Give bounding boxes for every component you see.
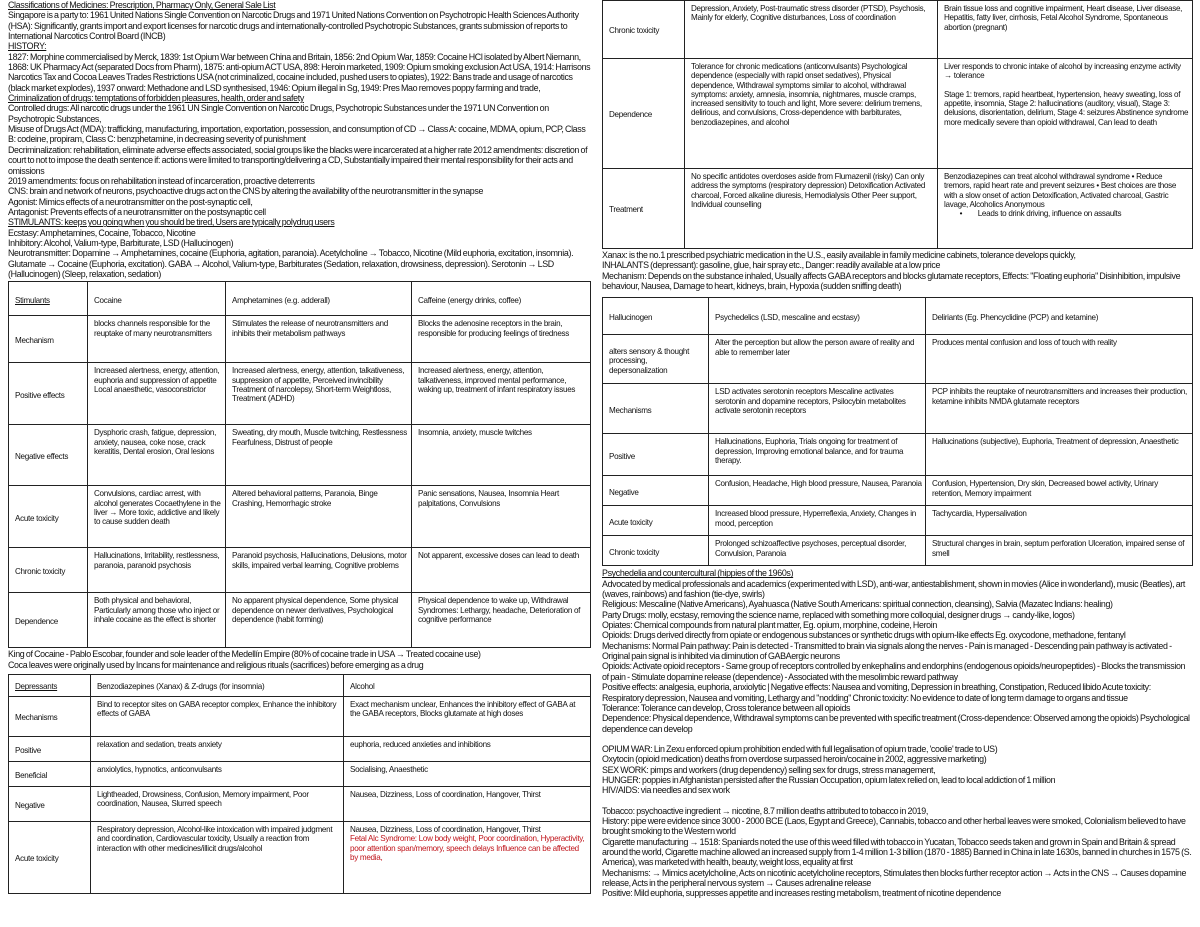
note-line: Neurotransmitter: Dopamine → Amphetamines, cocaine (Euphoria, agitation, paranoia). Acetylcholine → Tobacco, Nicotine (Mild euphoria, excitation, insomnia). Glutamate → Cocaine (Euphoria, excitation). GABA → Alcohol, Valium-type, Barbiturates (Sedation, relaxation, drowsiness, depression). Serotonin → LSD (Hallucinogen) (Sleep, relaxation, sedation) [8, 248, 575, 279]
row-label-cell: Positive effects [9, 363, 88, 425]
note-line: Mechanism: Depends on the substance inhaled, Usually affects GABA receptors and blocks glutamate receptors, Effects: "Floating euphoria" Disinhibition, impulsive behaviour, Nausea, Damage to heart, kidneys, brain, Hypoxia (sudden sniffing death) [602, 270, 1182, 292]
note-line: Criminalization of drugs: temptations of forbidden pleasures, health, order and safety [8, 93, 304, 104]
table-cell: Tachycardia, Hypersalivation [926, 506, 1193, 536]
row-label-cell: Treatment [603, 169, 685, 249]
table-cell: Socialising, Anaesthetic [344, 761, 591, 786]
table-cell: Nausea, Dizziness, Loss of coordination, Hangover, Thirst [344, 786, 591, 821]
table-cell: Blocks the adenosine receptors in the brain, responsible for producing feelings of tiredness [412, 316, 591, 363]
note-line: Classifications of Medicines: Prescription, Pharmacy Only, General Sale List [8, 0, 276, 10]
row-label-cell: Mechanisms [9, 696, 91, 736]
table-cell: No apparent physical dependence, Some physical dependence on newer derivatives, Psychological dependence (habit forming) [226, 593, 412, 648]
table-cell: blocks channels responsible for the reuptake of many neurotransmitters [88, 316, 226, 363]
table-cell: relaxation and sedation, treats anxiety [91, 736, 344, 761]
table-cell: Tolerance for chronic medications (anticonvulsants) Psychological dependence (especially with rapid onset sedatives), Physical dependence, Withdrawal symptoms similar to alcohol, withdrawal symptoms: anxiety, amnesia, insomnia, nightmares, muscle cramps, increased sensitivity to touch and light, More severe: delirium tremens, delirious, and convulsions, Cross-dependence with barbiturates, benzodiazepines, and alcohol [685, 59, 938, 169]
table-cell: PCP inhibits the reuptake of neurotransmitters and increases their production, ketamine inhibits NMDA glutamate receptors [926, 384, 1193, 434]
note-line: INHALANTS (depressant): gasoline, glue, hair spray etc., Danger: readily available at a low price [602, 260, 941, 271]
table-cell: euphoria, reduced anxieties and inhibitions [344, 736, 591, 761]
note-line: Mechanisms: → Mimics acetylcholine, Acts on nicotinic acetylcholine receptors, Stimulates then blocks further receptor action → Acts in the CNS → Causes dopamine release, Acts in the peripheral nervous system → Causes adrenaline release [602, 867, 1188, 888]
table-row [603, 476, 1193, 506]
table-cell: Hallucinations (subjective), Euphoria, Treatment of depression, Anaesthetic [926, 434, 1193, 476]
table-header-cell: Amphetamines (e.g. adderall) [226, 282, 412, 316]
table-cell: LSD activates serotonin receptors Mescaline activates serotonin and dopamine receptors, Psilocybin metabolites activate serotonin receptors [709, 384, 926, 434]
row-label-cell: Chronic toxicity [9, 548, 88, 593]
table-cell: Increased alertness, energy, attention, talkativeness, improved mental performance, waking up, treatment of infant respiratory issues [412, 363, 591, 425]
fetal-alcohol-note: Fetal Alc Syndrome: Low body weight, Poor coordination, Hyperactivity, poor attention span/memory, speech delays Influence can be affected by media, [350, 834, 587, 862]
note-line: Psychedelia and countercultural (hippies of the 1960s) [602, 568, 794, 579]
note-line: Opioids: Drugs derived directly from opiate or endogenous substances or synthetic drugs with opium-like effects Eg. oxycodone, methadone, fentanyl [602, 630, 1126, 641]
note-line: Ecstasy: Amphetamines, Cocaine, Tobacco, Nicotine [8, 227, 196, 238]
note-line: HIV/AIDS: via needles and sex work [602, 785, 730, 796]
row-label-cell: Dependence [603, 59, 685, 169]
table-header-cell: Depressants [9, 674, 91, 696]
note-line: Religious: Mescaline (Native Americans), Ayahuasca (Native South Americans: spiritual connection, cleansing), Salvia (Mazatec Indians: healing) [602, 599, 1113, 610]
note-line: Agonist: Mimics effects of a neurotransmitter on the post-synaptic cell, [8, 196, 253, 207]
table-cell: Liver responds to chronic intake of alcohol by increasing enzyme activity → tolerance Stage 1: tremors, rapid heartbeat, hypertension, heavy sweating, loss of appetite, insomnia, Stage 2: hallucinations (auditory, visual), Stage 3: delusions, disorientation, delirium, Stage 4: seizures Abstinence syndrome more medically severe than opioid withdrawal, Can lead to death [938, 59, 1193, 169]
table-row [603, 506, 1193, 536]
table-row [603, 59, 1193, 169]
intro-notes [8, 0, 592, 279]
row-label-cell: Dependence [9, 593, 88, 648]
table-cell: Produces mental confusion and loss of touch with reality [926, 335, 1193, 384]
note-line: History: pipe were evidence since 3000 - 2000 BCE (Laos, Egypt and Greece), Cannabis, tobacco and other herbal leaves were smoked, Colonialism believed to have brought smoking to the Western world [602, 815, 1188, 837]
table-cell: Confusion, Hypertension, Dry skin, Decreased bowel activity, Urinary retention, Memory impairment [926, 476, 1193, 506]
stimulants-table [8, 281, 591, 648]
note-line: King of Cocaine - Pablo Escobar, founder and sole leader of the Medellín Empire (80% of cocaine trade in USA → Treated cocaine use) [8, 649, 481, 660]
note-line: Advocated by medical professionals and academics (experimented with LSD), anti-war, antiestablishment, shown in movies (Alice in wonderland), music (Beatles), art (waves, rainbows) and fashion (tie-dye, swirls) [602, 578, 1187, 600]
depressants-table [8, 674, 591, 894]
note-line: Positive: Mild euphoria, suppresses appetite and increases resting metabolism, treatment of nicotine dependence [602, 888, 1001, 899]
note-line: OPIUM WAR: Lin Zexu enforced opium prohibition ended with full legalisation of opium trade, 'coolie' trade to US) [602, 743, 998, 754]
table-row [9, 696, 591, 736]
table-cell: Prolonged schizoaffective psychoses, perceptual disorder, Convulsion, Paranoia [709, 536, 926, 566]
note-line: 2019 amendments: focus on rehabilitation instead of incarceration, proactive deterrents [8, 175, 315, 186]
row-label-cell: Positive [603, 434, 709, 476]
table-cell: Not apparent, excessive doses can lead to death [412, 548, 591, 593]
table-cell: Convulsions, cardiac arrest, with alcohol generates Cocaethylene in the liver → More toxic, addictive and likely to cause sudden death [88, 486, 226, 548]
table-cell: Hallucinations, Irritability, restlessness, paranoia, paranoid psychosis [88, 548, 226, 593]
table-row [603, 335, 1193, 384]
table-row [603, 169, 1193, 249]
note-line: Controlled drugs: All narcotic drugs under the 1961 UN Single Convention on Narcotic Drugs, Psychotropic Substances under the 1971 UN Convention on Psychotropic Substances, [8, 103, 551, 124]
table-cell: Sweating, dry mouth, Muscle twitching, Restlessness Fearfulness, Distrust of people [226, 425, 412, 486]
note-line: Coca leaves were originally used by Incans for maintenance and religious rituals (sacrifices) before emerging as a drug [8, 659, 424, 670]
table-cell: Brain tissue loss and cognitive impairment, Heart disease, Liver disease, Hepatitis, fatty liver, cirrhosis, Fetal Alcohol Syndrome, Spontaneous abortion (pregnant) [938, 1, 1193, 59]
hallucinogens-table [602, 297, 1193, 566]
table-row [9, 736, 591, 761]
note-line: HISTORY: [8, 41, 47, 52]
table-row [603, 384, 1193, 434]
row-label-cell: Negative [9, 786, 91, 821]
table-row [9, 316, 591, 363]
row-label-cell: Acute toxicity [603, 506, 709, 536]
note-line: STIMULANTS: keeps you going when you should be tired, Users are typically polydrug users [8, 217, 335, 228]
table-header-cell: Hallucinogen [603, 298, 709, 335]
table-row [9, 363, 591, 425]
left-column [8, 0, 592, 894]
note-line: Opiates: Chemical compounds from natural plant matter, Eg. opium, morphine, codeine, Heroin [602, 620, 937, 631]
table-header-cell: Cocaine [88, 282, 226, 316]
note-line: Decriminalization: rehabilitation, eliminate adverse effects associated, social groups like the blacks were incarcerated at a higher rate 2012 amendments: discretion of court to not to impose the death sentence if: actions were limited to transporting/delivering a CD, Substantially impaired their mental responsibility for their acts and omissions [8, 144, 589, 176]
note-line [602, 796, 1192, 806]
note-line: Misuse of Drugs Act (MDA): trafficking, manufacturing, importation, exportation, possession, and consumption of CD → Class A: cocaine, MDMA, opium, PCP, Class B: codeine, propiram, Class C: benzphetamine, in decreasing severity of punishment [8, 124, 587, 145]
table-cell: Dysphoric crash, fatigue, depression, anxiety, nausea, coke nose, crack keratitis, Dental erosion, Oral lesions [88, 425, 226, 486]
note-line: CNS: brain and network of neurons, psychoactive drugs act on the CNS by altering the availability of the neurotransmitter in the synapse [8, 186, 484, 197]
table-cell: Increased blood pressure, Hyperreflexia, Anxiety, Changes in mood, perception [709, 506, 926, 536]
note-line: Singapore is a party to: 1961 United Nations Single Convention on Narcotic Drugs and 1971 United Nations Convention on Psychotropic Health Sciences Authority (HSA): Significantly, grants import and export licenses for narcotic drugs and internationally-controlled Psychotropic Substances, grants submission of reports to International Narcotics Control Board (INCB) [8, 10, 581, 42]
table-row [9, 486, 591, 548]
row-label-cell: Acute toxicity [9, 486, 88, 548]
note-line: Tobacco: psychoactive ingredient → nicotine, 8.7 million deaths attributed to tobacco in 2019, [602, 805, 928, 816]
note-line [602, 734, 1192, 744]
table-cell: Increased alertness, energy, attention, talkativeness, suppression of appetite, Perceived invincibility Treatment of narcolepsy, Short-term Weightloss, Treatment (ADHD) [226, 363, 412, 425]
table-row [9, 786, 591, 821]
row-label-cell: Acute toxicity [9, 821, 91, 893]
note-line: Opioids: Activate opioid receptors - Same group of receptors controlled by enkephalins and endorphins (endogenous opioids/neuropeptides) - Blocks the transmission of pain - Stimulate dopamine release (dependence) - Associated with the mesolimbic reward pathway [602, 661, 1187, 682]
table-cell: No specific antidotes overdoses aside from Flumazenil (risky) Can only address the symptoms (respiratory depression) Detoxification Activated charcoal, Forced alkaline diuresis, Hemodialysis Other Peer support, Individual counselling [685, 169, 938, 249]
table-cell: Insomnia, anxiety, muscle twitches [412, 425, 591, 486]
note-line: Party Drugs: molly, ecstasy, removing the science name, replaced with something more colloquial, designer drugs → candy-like, logos) [602, 609, 1075, 620]
row-label-cell: alters sensory & thought processing, depersonalization [603, 335, 709, 384]
table-cell: Lightheaded, Drowsiness, Confusion, Memory impairment, Poor coordination, Nausea, Slurred speech [91, 786, 344, 821]
table-cell: Physical dependence to wake up, Withdrawal Syndromes: Lethargy, headache, Deterioration of cognitive performance [412, 593, 591, 648]
note-line: Dependence: Physical dependence, Withdrawal symptoms can be prevented with specific treatment (Cross-dependence: Observed among the opioids) Psychological dependence can develop [602, 713, 1192, 734]
right-column [602, 0, 1192, 899]
note-line: Oxytocin (opioid medication) deaths from overdose surpassed heroin/cocaine in 2002, aggressive marketing) [602, 754, 987, 765]
note-line: SEX WORK: pimps and workers (drug dependency) selling sex for drugs, stress management, [602, 764, 936, 775]
table-cell: Paranoid psychosis, Hallucinations, Delusions, motor skills, impaired verbal learning, Cognitive problems [226, 548, 412, 593]
row-label-cell: Negative [603, 476, 709, 506]
note-line: HUNGER: poppies in Afghanistan persisted after the Russian Occupation, opium latex relied on, lead to local addiction of 1 million [602, 774, 1056, 785]
row-label-cell: Mechanisms [603, 384, 709, 434]
opioid-tobacco-notes [602, 568, 1192, 898]
table-cell: Exact mechanism unclear, Enhances the inhibitory effect of GABA at the GABA receptors, Blocks glutamate at high doses [344, 696, 591, 736]
table-row [9, 548, 591, 593]
row-label-cell: Positive [9, 736, 91, 761]
row-label-cell: Negative effects [9, 425, 88, 486]
table-cell: Hallucinations, Euphoria, Trials ongoing for treatment of depression, Improving emotional balance, and for trauma therapy. [709, 434, 926, 476]
table-row [9, 761, 591, 786]
table-cell: Panic sensations, Nausea, Insomnia Heart palpitations, Convulsions [412, 486, 591, 548]
depressants-table-continued [602, 0, 1193, 249]
table-cell: Confusion, Headache, High blood pressure, Nausea, Paranoia [709, 476, 926, 506]
note-line: Cigarette manufacturing → 1518: Spaniards noted the use of this weed filled with tobacco in Yucatan, Tobacco seeds taken and grown in Spain and Britain & spread around the world, Cigarette machine allowed an increased supply from 1-4 million 1-3 billion (1870 - 1885) Banned in China in late 1630s, banned in churches in 1575 (S. America), was marketed with health, beauty, weight loss, equality at first [602, 836, 1193, 868]
row-label-cell: Beneficial [9, 761, 91, 786]
table-row [9, 425, 591, 486]
table-header-cell: Caffeine (energy drinks, coffee) [412, 282, 591, 316]
table-cell: Depression, Anxiety, Post-traumatic stress disorder (PTSD), Psychosis, Mainly for elderly, Cognitive disturbances, Loss of coordination [685, 1, 938, 59]
table-header-cell: Alcohol [344, 674, 591, 696]
table-cell: Alter the perception but allow the person aware of reality and able to remember later [709, 335, 926, 384]
table-row [603, 1, 1193, 59]
table-row [9, 593, 591, 648]
table-cell: Stimulates the release of neurotransmitters and inhibits their metabolism pathways [226, 316, 412, 363]
note-line: Inhibitory: Alcohol, Valium-type, Barbiturate, LSD (Hallucinogen) [8, 237, 234, 248]
row-label-cell: Chronic toxicity [603, 1, 685, 59]
note-line: 1827: Morphine commercialised by Merck, 1839: 1st Opium War between China and Britain, 1856: 2nd Opium War, 1859: Cocaine HCl isolated by Albert Niemann, 1868: UK Pharmacy Act (separated Docs from Pharm), 1875: anti-opium ACT USA, 898: Heroin marketed, 1909: Opium smoking exclusion Act USA, 1914: Harrisons Narcotics Tax and Cocoa Leaves Trades Restrictions USA (not criminalized, cocaine included, pushed users to opiates), 1922: Bans trade and usage of narcotics (black market explodes), 1937 onward: Methadone and LSD synthesised, 1946: Opium illegal in Sg, 1949: Pres Mao removes poppy farming and trade, [8, 51, 592, 93]
row-label-cell: Chronic toxicity [603, 536, 709, 566]
table-header-cell: Benzodiazepines (Xanax) & Z-drugs (for insomnia) [91, 674, 344, 696]
inhalant-notes [602, 250, 1192, 291]
table-cell: anxiolytics, hypnotics, anticonvulsants [91, 761, 344, 786]
table-row [9, 821, 591, 893]
table-header-cell: Stimulants [9, 282, 88, 316]
table-cell: Structural changes in brain, septum perforation Ulceration, impaired sense of smell [926, 536, 1193, 566]
table-cell: Bind to receptor sites on GABA receptor complex, Enhance the inhibitory effects of GABA [91, 696, 344, 736]
cocaine-notes [8, 649, 592, 670]
table-cell: Both physical and behavioral, Particularly among those who inject or inhale cocaine as the effect is shorter [88, 593, 226, 648]
note-line: Positive effects: analgesia, euphoria, anxiolytic | Negative effects: Nausea and vomiting, Depression in breathing, Constipation, Reduced libido Acute toxicity: Respiratory depression, Nausea and vomiting, Lethargy and "nodding" Chronic toxicity: No evidence to date of long term damage to organs and tissue [602, 682, 1153, 703]
table-header-cell: Psychedelics (LSD, mescaline and ecstasy) [709, 298, 926, 335]
table-cell: Increased alertness, energy, attention, euphoria and suppression of appetite Local anaesthetic, vasoconstrictor [88, 363, 226, 425]
note-line: Xanax: is the no.1 prescribed psychiatric medication in the U.S., easily available in family medicine cabinets, tolerance develops quickly, [602, 250, 1076, 260]
table-cell: Benzodiazepines can treat alcohol withdrawal syndrome • Reduce tremors, rapid heart rate and prevent seizures • Best choices are those with a slow onset of action Detoxification, Activated charcoal, Gastric lavage, Alcoholics Anonymous • Leads to drink driving, influence on assaults [938, 169, 1193, 249]
table-cell: Nausea, Dizziness, Loss of coordination, Hangover, Thirst Fetal Alc Syndrome: Low body weight, Poor coordination, Hyperactivity, poor attention span/memory, speech delays Influence can be affected by media, [344, 821, 591, 893]
table-row [603, 434, 1193, 476]
table-row [603, 536, 1193, 566]
note-line: Tolerance: Tolerance can develop, Cross tolerance between all opioids [602, 702, 851, 713]
table-cell: Respiratory depression, Alcohol-like intoxication with impaired judgment and coordination, Cardiovascular toxicity, Usually a reaction from interaction with other medicines/illicit drugs/alcohol [91, 821, 344, 893]
row-label-cell: Mechanism [9, 316, 88, 363]
note-line: Mechanisms: Normal Pain pathway: Pain is detected - Transmitted to brain via signals along the nerves - Pain is managed - Descending pain pathway is activated - Original pain signal is inhibited via diminution of GABAergic neurons [602, 640, 1174, 662]
note-line: Antagonist: Prevents effects of a neurotransmitter on the postsynaptic cell [8, 206, 266, 217]
table-header-cell: Deliriants (Eg. Phencyclidine (PCP) and ketamine) [926, 298, 1193, 335]
table-cell: Altered behavioral patterns, Paranoia, Binge Crashing, Hemorrhagic stroke [226, 486, 412, 548]
